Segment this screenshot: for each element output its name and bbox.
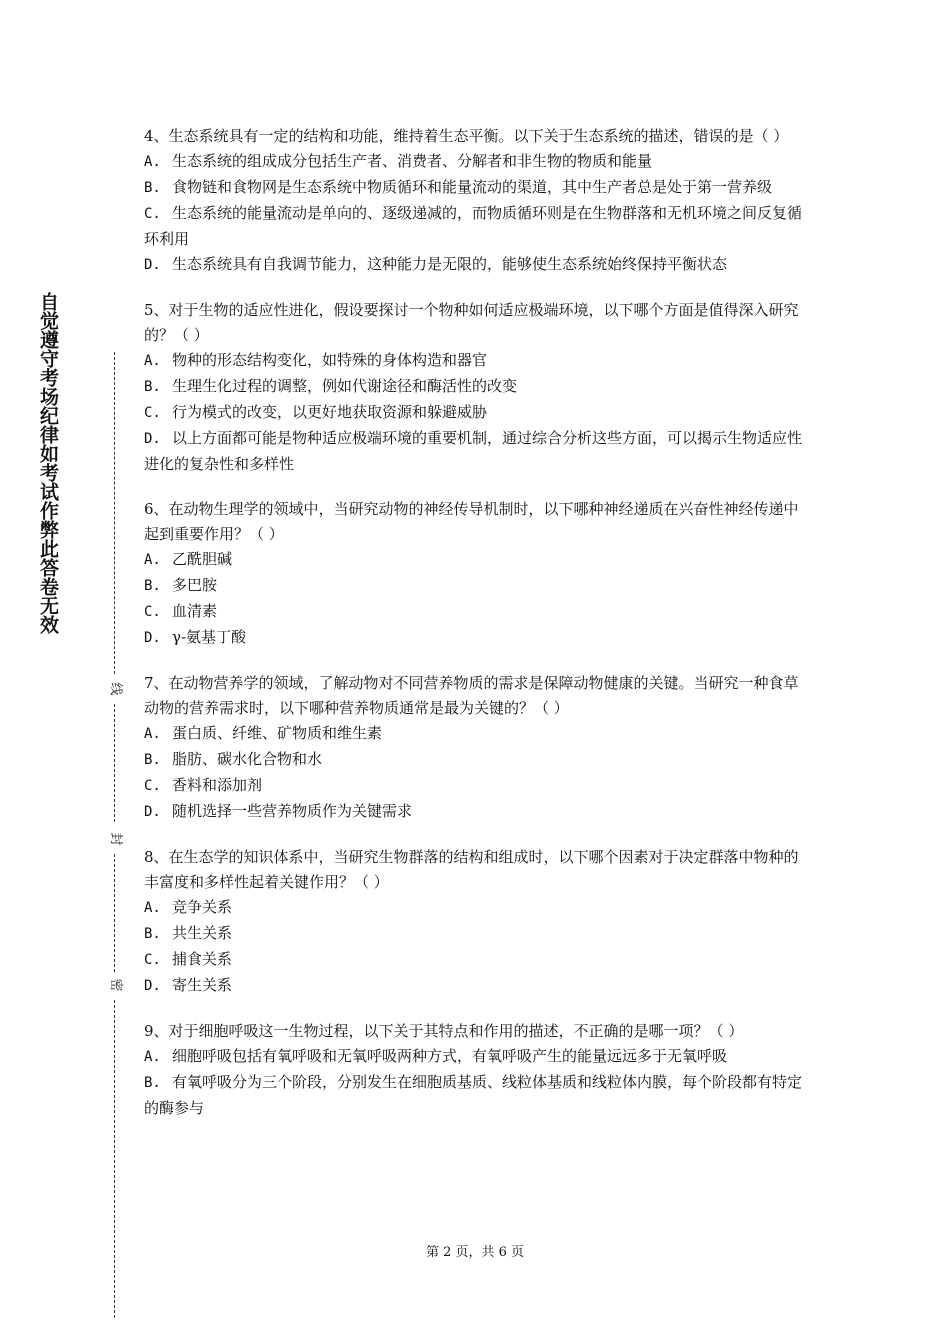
option-label: A. [144, 900, 161, 916]
question-stem: 7、在动物营养学的领域，了解动物对不同营养物质的需求是保障动物健康的关键。当研究一种食草动物的营养需求时，以下哪种营养物质通常是最为关键的？（ ） [144, 674, 799, 717]
option-text: 竞争关系 [172, 898, 233, 916]
option-text: 行为模式的改变，以更好地获取资源和躲避威胁 [172, 403, 488, 421]
option-text: 以上方面都可能是物种适应极端环境的重要机制，通过综合分析这些方面，可以揭示生物适应性进化的复杂性和多样性 [144, 429, 803, 473]
side-warning-text: 自觉遵守考场纪律如考试作弊此答卷无效 [37, 292, 59, 634]
question-stem: 9、对于细胞呼吸这一生物过程，以下关于其特点和作用的描述，不正确的是哪一项？（ ） [144, 1022, 744, 1040]
option-text: γ-氨基丁酸 [172, 628, 247, 646]
option-label: D. [144, 804, 161, 820]
option-label: A. [144, 726, 161, 742]
option-text: 生态系统的能量流动是单向的、逐级递减的，而物质循环则是在生物群落和无机环境之间反复循环利用 [144, 204, 803, 248]
binding-line [108, 352, 122, 1320]
option-a[interactable] [144, 149, 808, 175]
question-stem: 4、生态系统具有一定的结构和功能，维持着生态平衡。以下关于生态系统的描述，错误的是（ ） [144, 127, 789, 145]
option-label: A. [144, 552, 161, 568]
option-label: C. [144, 778, 161, 794]
option-label: C. [144, 206, 161, 222]
option-c[interactable] [144, 201, 808, 252]
option-text: 脂肪、碳水化合物和水 [172, 750, 323, 768]
question-4 [144, 124, 808, 278]
binding-char-xian: 线 [108, 682, 123, 696]
option-text: 寄生关系 [172, 976, 233, 994]
option-text: 随机选择一些营养物质作为关键需求 [172, 802, 413, 820]
option-d[interactable] [144, 973, 808, 999]
option-text: 物种的形态结构变化，如特殊的身体构造和器官 [172, 351, 488, 369]
option-text: 食物链和食物网是生态系统中物质循环和能量流动的渠道，其中生产者总是处于第一营养级 [172, 178, 773, 196]
binding-dash [114, 352, 115, 674]
option-text: 多巴胺 [172, 576, 218, 594]
option-text: 捕食关系 [172, 950, 233, 968]
option-b[interactable] [144, 747, 808, 773]
option-label: A. [144, 1049, 161, 1065]
option-a[interactable] [144, 1044, 808, 1070]
option-text: 细胞呼吸包括有氧呼吸和无氧呼吸两种方式，有氧呼吸产生的能量远远多于无氧呼吸 [172, 1047, 728, 1065]
option-b[interactable] [144, 175, 808, 201]
option-d[interactable] [144, 799, 808, 825]
option-label: C. [144, 604, 161, 620]
option-d[interactable] [144, 625, 808, 651]
option-label: D. [144, 257, 161, 273]
option-a[interactable] [144, 348, 808, 374]
option-d[interactable] [144, 426, 808, 477]
option-text: 血清素 [172, 602, 218, 620]
question-6 [144, 497, 808, 651]
option-label: B. [144, 578, 161, 594]
option-text: 生理生化过程的调整，例如代谢途径和酶活性的改变 [172, 377, 518, 395]
option-label: B. [144, 926, 161, 942]
option-b[interactable] [144, 1070, 808, 1121]
question-list [144, 124, 808, 1141]
question-5 [144, 298, 808, 477]
option-text: 有氧呼吸分为三个阶段，分别发生在细胞质基质、线粒体基质和线粒体内膜，每个阶段都有特定的酶参与 [144, 1073, 803, 1117]
option-b[interactable] [144, 374, 808, 400]
option-text: 香料和添加剂 [172, 776, 263, 794]
option-label: C. [144, 952, 161, 968]
option-text: 蛋白质、纤维、矿物质和维生素 [172, 724, 383, 742]
binding-dash [114, 854, 115, 972]
option-c[interactable] [144, 773, 808, 799]
option-label: D. [144, 431, 161, 447]
option-text: 生态系统具有自我调节能力，这种能力是无限的，能够使生态系统始终保持平衡状态 [172, 255, 728, 273]
option-c[interactable] [144, 400, 808, 426]
option-a[interactable] [144, 721, 808, 747]
option-c[interactable] [144, 947, 808, 973]
binding-dash [114, 1000, 115, 1318]
option-text: 生态系统的组成成分包括生产者、消费者、分解者和非生物的物质和能量 [172, 152, 653, 170]
option-label: B. [144, 379, 161, 395]
question-stem: 8、在生态学的知识体系中，当研究生物群落的结构和组成时，以下哪个因素对于决定群落中物种的丰富度和多样性起着关键作用？（ ） [144, 848, 799, 891]
question-7 [144, 671, 808, 825]
option-label: C. [144, 405, 161, 421]
binding-char-feng: 封 [108, 832, 123, 846]
binding-dash [114, 704, 115, 822]
question-stem: 5、对于生物的适应性进化，假设要探讨一个物种如何适应极端环境，以下哪个方面是值得深入研究的？（ ） [144, 301, 799, 344]
option-text: 乙酰胆碱 [172, 550, 233, 568]
question-stem: 6、在动物生理学的领域中，当研究动物的神经传导机制时，以下哪种神经递质在兴奋性神经传递中起到重要作用？（ ） [144, 500, 799, 543]
option-text: 共生关系 [172, 924, 233, 942]
option-label: A. [144, 353, 161, 369]
option-label: A. [144, 154, 161, 170]
option-b[interactable] [144, 573, 808, 599]
option-d[interactable] [144, 252, 808, 278]
option-label: B. [144, 752, 161, 768]
question-8 [144, 845, 808, 999]
option-c[interactable] [144, 599, 808, 625]
binding-char-mi: 密 [108, 978, 123, 992]
option-label: D. [144, 630, 161, 646]
page-footer: 第 2 页，共 6 页 [425, 1245, 525, 1260]
option-label: B. [144, 180, 161, 196]
option-label: D. [144, 978, 161, 994]
option-a[interactable] [144, 547, 808, 573]
option-b[interactable] [144, 921, 808, 947]
option-a[interactable] [144, 895, 808, 921]
option-label: B. [144, 1075, 161, 1091]
question-9 [144, 1019, 808, 1121]
